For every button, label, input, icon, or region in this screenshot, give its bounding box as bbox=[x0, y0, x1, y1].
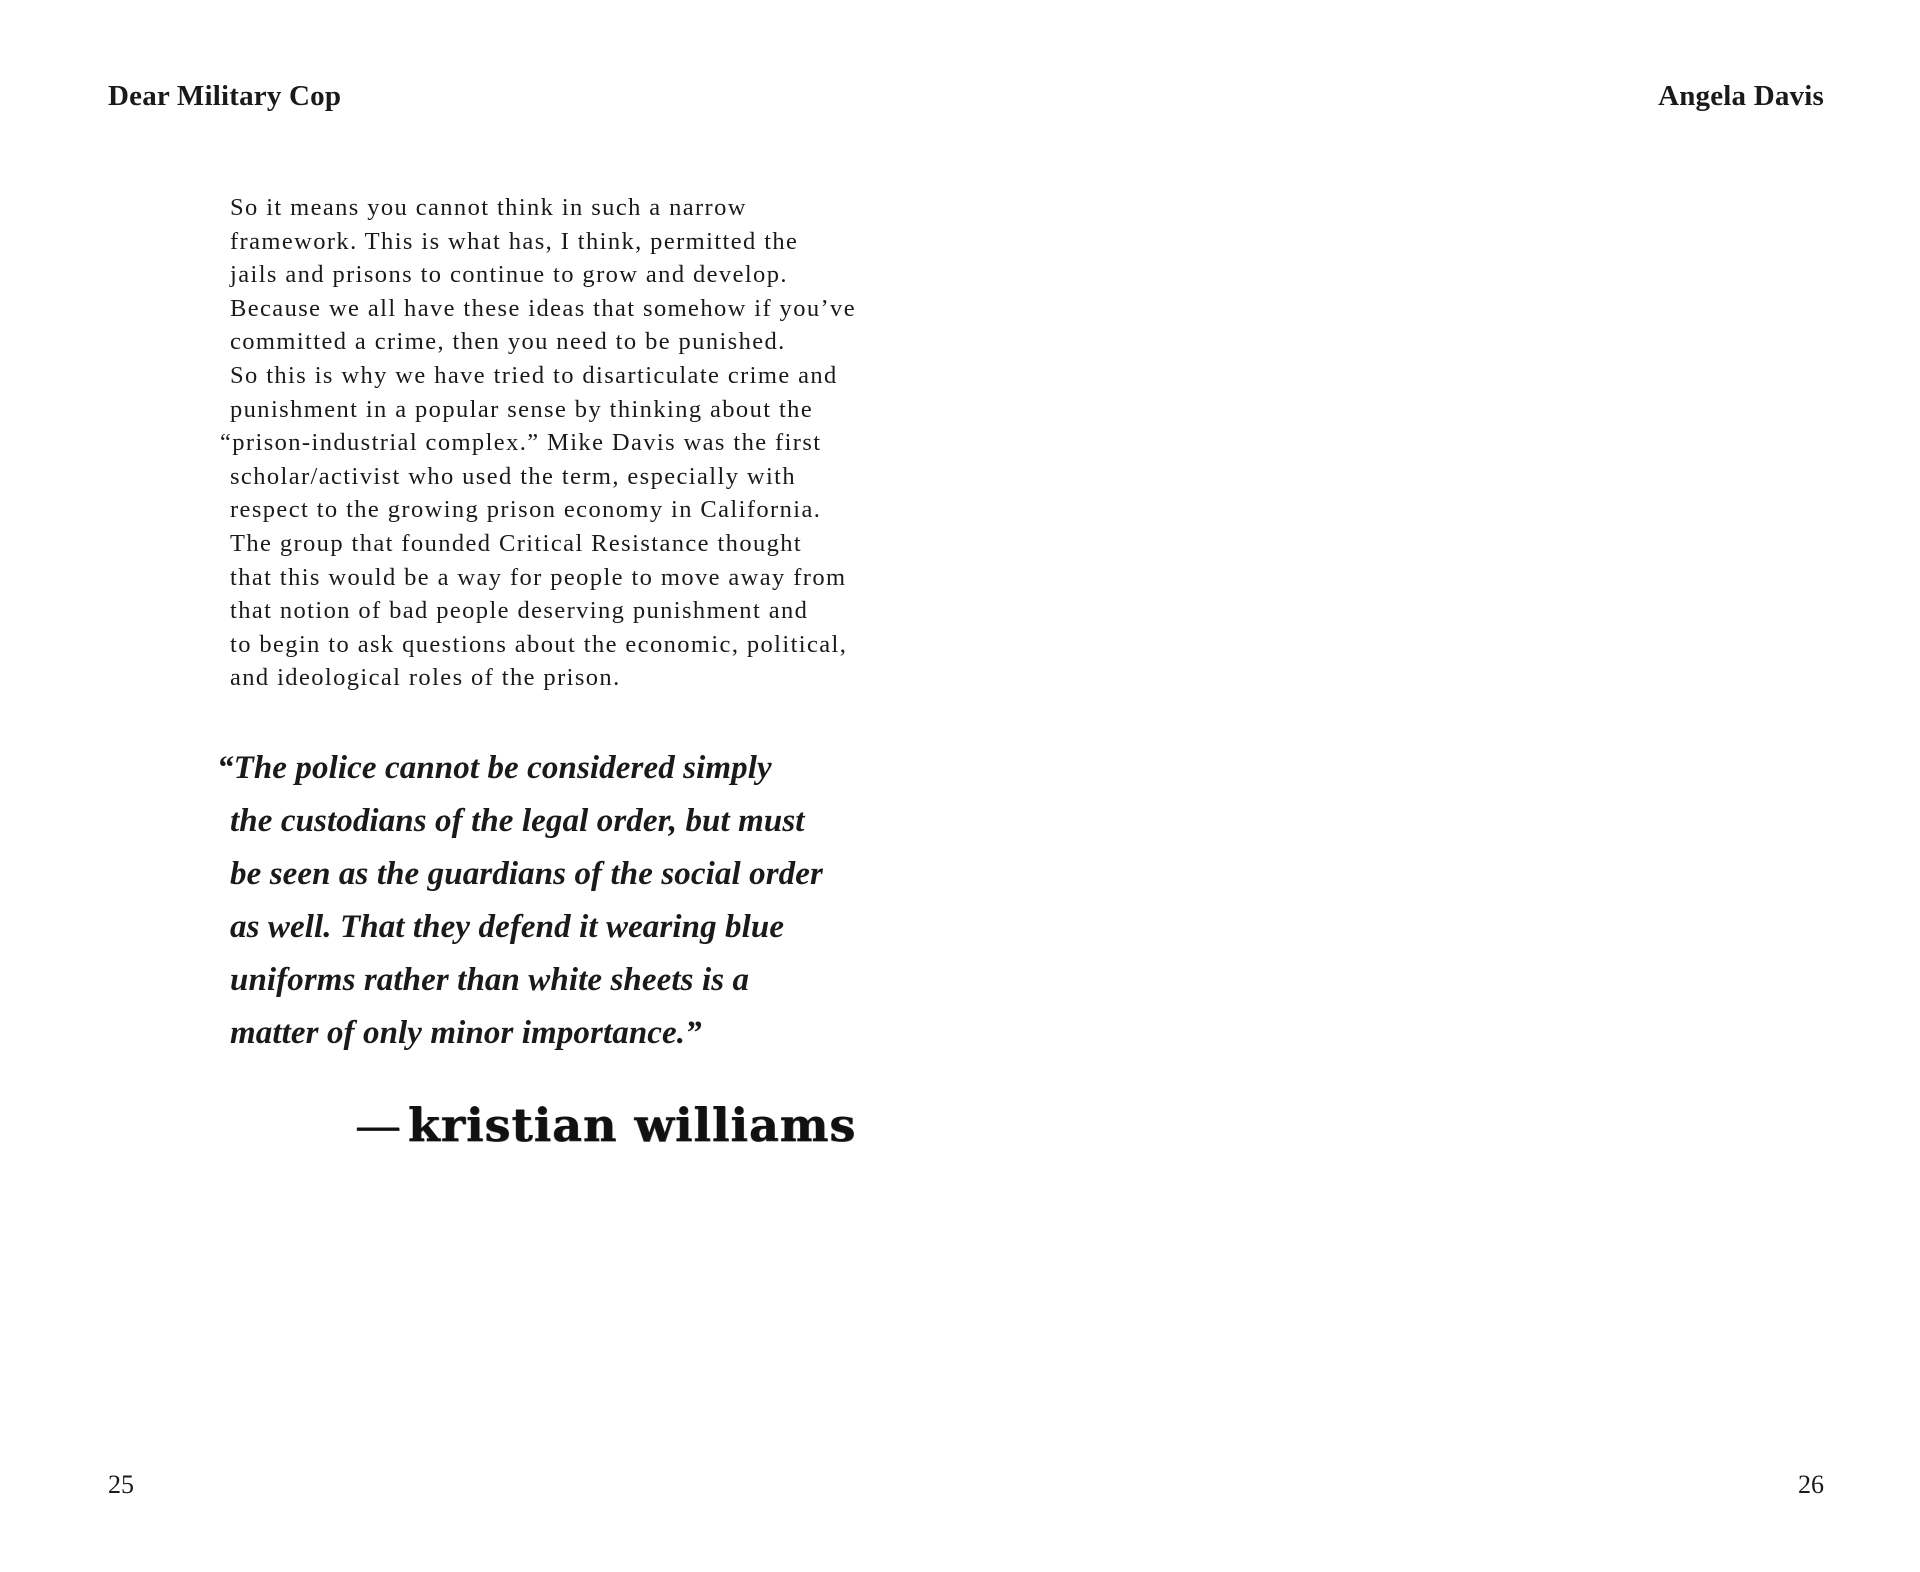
body-line: that notion of bad people deserving punishment and bbox=[230, 597, 809, 625]
body-line: So it means you cannot think in such a narrow bbox=[230, 194, 747, 221]
body-line: Because we all have these ideas that somehow if you’ve bbox=[230, 294, 856, 322]
body-line: So this is why we have tried to disarticulate crime and bbox=[230, 361, 838, 389]
quote-attribution bbox=[355, 1095, 856, 1155]
attribution-dash: — bbox=[355, 1098, 402, 1152]
body-line: punishment in a popular sense by thinking about the bbox=[230, 395, 814, 423]
pull-quote bbox=[217, 742, 930, 1060]
body-line: “prison-industrial complex.” Mike Davis was the first bbox=[220, 429, 822, 457]
body-line: to begin to ask questions about the economic, political, bbox=[230, 630, 848, 658]
body-line: The group that founded Critical Resistance thought bbox=[230, 529, 803, 557]
body-line: committed a crime, then you need to be punished. bbox=[230, 328, 786, 356]
body-line: framework. This is what has, I think, permitted the bbox=[230, 227, 799, 255]
quote-line: uniforms rather than white sheets is a bbox=[230, 962, 750, 998]
page-number-right: 26 bbox=[1798, 1470, 1824, 1499]
quote-line: “The police cannot be considered simply bbox=[217, 750, 772, 786]
quote-line: the custodians of the legal order, but must bbox=[230, 803, 805, 839]
body-paragraph bbox=[220, 191, 890, 695]
page-number-left: 25 bbox=[108, 1470, 134, 1499]
body-line: and ideological roles of the prison. bbox=[230, 664, 621, 692]
body-line: respect to the growing prison economy in California. bbox=[230, 496, 822, 524]
attribution-name: kristian williams bbox=[408, 1098, 857, 1152]
running-head-right: Angela Davis bbox=[1658, 80, 1824, 112]
body-line: that this would be a way for people to move away from bbox=[230, 563, 847, 591]
quote-line: be seen as the guardians of the social order bbox=[230, 856, 823, 892]
body-line: scholar/activist who used the term, especially with bbox=[230, 462, 797, 490]
body-line: jails and prisons to continue to grow and develop. bbox=[230, 261, 788, 289]
quote-line: as well. That they defend it wearing blue bbox=[230, 909, 785, 945]
quote-line: matter of only minor importance.” bbox=[230, 1015, 702, 1051]
running-head-left: Dear Military Cop bbox=[108, 80, 342, 112]
